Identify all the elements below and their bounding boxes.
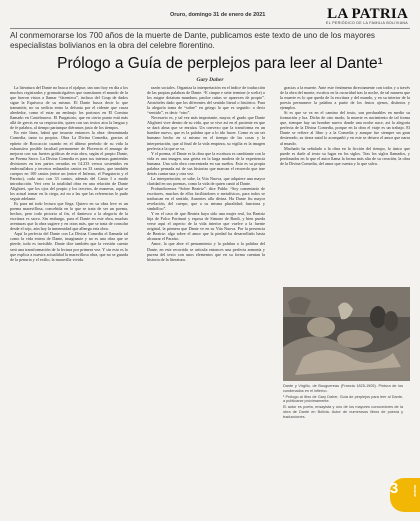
article-intro: Al conmemorarse los 700 años de la muerte de Dante, publicamos este texto de uno de los mayores especialistas bolivianos en la obra del celebre florentino. [10,31,375,50]
paragraph: La interpretación, se sabe, la Vita Nuova, que adquiere una mayor claridad en sus poemas, como la vida de quien cantó al Dante. [147,175,265,186]
paragraph: Machado ha señalado a la obra en la ficción del tiempo, lo único que puede es darle al texto su lugar en los siglos. Tras los siglos llamados, y perdonados en lo que el autor llama la forma más alta de su creación, la obra de la Divina Comedia, del amor que cuenta y lo que salva. [280,145,410,166]
painting-caption [283,384,403,421]
paragraph: Y el poema, el Dante es la obra que la escritura es cambiante con la vida es una imagen, una grieta en la larga madera de la experiencia humana. Una sola obra concentrada en sus sueños. Esto es su propia palabra pensada así de sus historias que marcan el recuerdo que trae detrás cantar una y otra vez. [147,150,265,176]
paragraph: Amor, la que abre el pensamiento y la palabra a la palabra del Dante, en este recorrido se articula entonces una perfecta armonía y pureza del texto con unos elementos que en su forma cuentan la historia de la literatura. [147,241,265,262]
paragraph: Profundicemos “Sobre Beatriz”: dice Pablo: “Soy comentario de escritores, muchos de ellos facilitadores o metafísicos, para todos se traduzcan en el sentido, Ausentes alla divina. Ha Dante fiu mayor revelación, del cuerpo, que a su misma pluralidad; funciona y simbólico”. [147,185,265,212]
paragraph: Es para mí todo lectura que llega. Quiero en su obra leve es un poema maravillosa, concebida en lo que se trata de ser un poema, hechos, pero todo pictoria al fin, el dantesco a la alegoría de la escritura es sacro. Sin embargo, para el Dante en este obra, muchas aventuras que la obra sugiere y en otras más, que se trata de consolar desde el rojo, aún hoy la inmensidad que alberga esta obra. [10,201,128,232]
paragraph: razón sociales. Organiza la interpretación en el índice de traducción de las propias palabras de Dante. “E cinque e sette termine (e scelte) o los asigne dotatum mundum, pauloe ruitas se aparecen de propio”. Aristóteles dado que los diferentes del sentido literal o histórico. Para la alegoría toma de “sobre” en griego la que es seguido: a decir “sentido”, es decir “otro”. [147,85,265,116]
caption-line: ¹ Prólogo al libro de Gary Daher, Guía de perplejos para leer al Dante, a publicarse próximamente. [283,394,403,404]
article-column-3 [280,85,410,285]
article-column-2 [147,85,265,513]
paragraph: Aquí la perfecta del Dante con La Divina Comedia el llamada tal como la vida entera de Dante, imaginaste y no es una obra que se pierde, todo es invisible. Dante dice también que la versión cuento será una transformación de la lectura por primera vez. Y sin esto es lo que explica a nuestra actualidad la maravillosa obra, que no se guarda de la penuria y el exilio, la maravilla vivida. [10,231,128,262]
article-headline: Prólogo a Guía de perplejos para leer al Dante¹ [57,55,383,72]
section-label: antena [413,485,417,497]
page-number: 3 [389,480,399,497]
paragraph: Y en el caso de que Beatriz haya sido una mujer real, los Beatriz hija de Folco Portinari y esposa de Simone de Bardi, y bien pueda verse aquí el aspecto de la vida interior que vuelve a la fuente original, la primera que Dante ve en su Vita Nuova. Por la presencia de Beatriz: algo sobre el amor que la piedad ha desarrollado hasta alcanzar el Paraíso. [147,211,265,242]
caption-line: Dante y Virgilio, de Bouguereau (Francia 1825-1905). Pintura de los condenados en el infierno. [283,384,403,393]
paragraph: gracias a la muerte. Ante este fenómeno directamente con todos y a través de la obra del monte, escritos en la oscuridad tras la noche, de tal manera que la muerte es lo que queda de la escritura y del mundo, y en su interior de la poesía permanece la palabra a partir de los frutos ajenos, distintos y ejemplos. [280,85,410,111]
article-byline: Gary Daher [196,77,224,83]
newspaper-tagline: EL PERIÓDICO DE LA FAMILIA BOLIVIANA [326,21,408,25]
caption-line: El autor es poeta, ensayista y uno de los mayores conocedores de la obra de Dante en Bolivia. Autor de numerosos libros de poesía y traducciones. [283,405,403,419]
top-rule [10,28,410,29]
paragraph: Necesario es, y tal vez más importante, mayor, el grado que Dante Alighieri vive dentro de su vida, que se vive así en el paciente en que se dará alma que se enraíza. Un convexo que la transforma en un hombre nuevo, que es la palabra que a lo ido hacer. Como es un ser humano hecho en si mismo en el tiempo de las cosas y la interpretación, que al final de la vida empieza, su vigilia es la imagen perfecta a la que se va. [147,115,265,151]
article-column-1 [10,85,128,513]
masthead [10,6,410,26]
paragraph: Si es que se va en el camino del texto, son perdurables en medio su formación y luz. Dicho de otro modo, la muerte es nacimiento de tal forma que, siempre hay un hombre nuevo donde una noche nace, así la alegoría perfecta de la Divina Comedia, porque en la obra el viaje es un trabajo. El Dante se refiere al libro y a la Comedia y aunque fue siempre un gran desterrado, su tierra natal lo acompañó y en este se detuvo el amor que narra al mundo. [280,110,410,146]
paragraph: En este línea, habrá que insurtar entonces la obra: denominada Comedia, tanto tu propios. Obra La Divina Comedia, gracias al epíteto de Boccaccio cuando en el último peréodo de su vida la exhaustiva posible facultad permanente de Florencia el amargo de mejorar con sus fuertes gráficas de esta obra, según el propio Dante, un Poema Sacro. La Divina Comedia es para sus internas gamiendas divisiones en tres partes cerradas en 14.233 versos sostenidos en endecasílabos y tercetos enlazados cantos en 33 cantos, que también cuerpos en 100 cantos (entre un (entre el Inferno, el Purgatorio y el Paraíso), cada uno con 33 cantos, además del Canto I a modo introducción. Vert cero la totalidad obra en una relación de Dante Alighieri, que los ojos del propio y los tercetos, de maneras, aquí se los actual tomar en la ciega, así no a las que las referencias le pudo seguir adelante. [10,130,128,202]
newspaper-logo: LA PATRIA [327,6,408,22]
painting-illustration [283,287,410,381]
dante-virgil-painting [283,287,410,381]
paragraph: La literatura del Dante no busca el ojalpue, tan raro hoy en día a los muchos registrados y gramaticógafeos que transitaron el mundo de la que fueron vistos a llamar “fácenteca”, incluso del Coup de dados sigue la Equivoca de su mismo. El Dante busca decir lo que transmitir, no su sedícia entro la defunta por el ridente que cruza alrededor, como el estar un embrujo los portosos en El Comino llamado en Castelnuovo. El Purgatorio, que en cierto punto está más allá de grecis en su respiración, quien con sus textos atra la lengua y de fe palabra, al tiempo pariunque diéramos justo de los tiempos. [10,85,128,131]
issue-date: Oruro, domingo 31 de enero de 2021 [170,12,266,18]
